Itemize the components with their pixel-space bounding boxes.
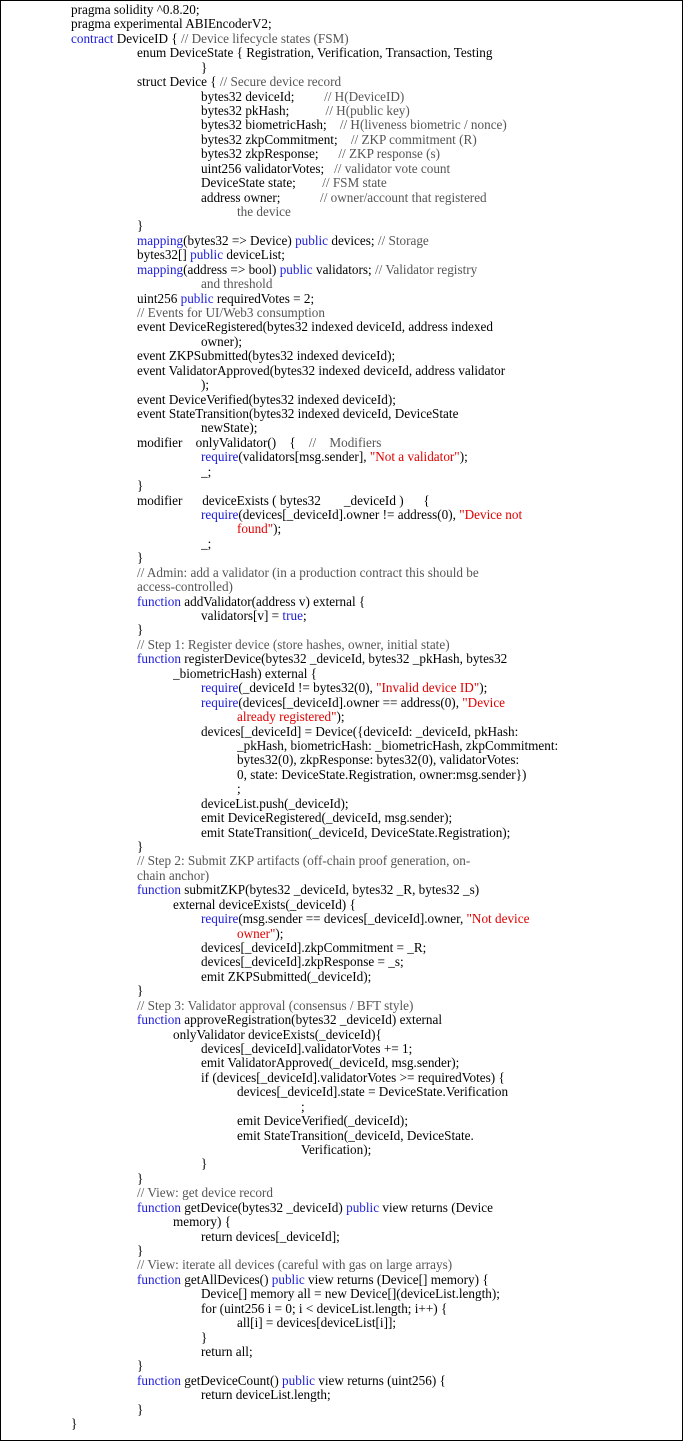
code-text: struct Device { [137,75,220,90]
code-comment: // Storage [377,233,429,248]
code-text: validators; [312,262,375,277]
code-line [137,1359,678,1373]
code-comment: // owner/account that registered [320,190,487,205]
code-line [137,479,678,493]
code-line [137,292,678,306]
code-keyword: function [137,1013,181,1028]
code-line [201,912,678,926]
code-keyword: function [137,594,181,609]
code-text: emit StateTransition(_deviceId, DeviceState. [237,1128,474,1143]
code-text: getDevice(bytes32 _deviceId) [180,1200,347,1215]
code-text: pragma solidity ^0.8.20; [71,3,200,17]
code-string: "Not a validator" [369,450,460,465]
code-comment: // Step 2: Submit ZKP artifacts (off-chain proof generation, on- [137,854,471,869]
code-line [201,941,678,955]
code-line [137,623,678,637]
code-line [201,1331,678,1345]
code-text: } [137,984,144,999]
code-text: (bytes32 => Device) [183,233,296,248]
code-keyword: require [201,912,239,927]
code-text: (address => bool) [183,262,280,277]
code-line [201,1388,678,1402]
code-text: _biometricHash) external { [173,666,318,681]
code-keyword: require [201,681,239,696]
code-line [137,883,678,897]
code-text: devices[_deviceId].state = DeviceState.Verification [237,1085,509,1100]
code-line [137,320,678,334]
code-comment: access-controlled) [137,580,233,595]
code-line [201,508,678,522]
code-text: ); [479,681,488,696]
code-line [201,696,678,710]
code-text: (msg.sender == devices[_deviceId].owner, [238,912,467,927]
code-line [137,551,678,565]
code-keyword: function [137,1272,181,1287]
code-text: view returns (Device[] memory) { [304,1272,489,1287]
code-comment: chain anchor) [137,868,210,883]
code-line [237,768,678,782]
code-line [201,955,678,969]
code-line [201,970,678,984]
code-text: bytes32 zkpResponse; [201,147,339,162]
code-text: event ValidatorApproved(bytes32 indexed deviceId, address validator [137,363,506,378]
code-text: submitZKP(bytes32 _deviceId, bytes32 _R, bytes32 _s) [180,883,480,898]
code-line [137,1186,678,1200]
code-text: DeviceState state; [201,176,323,191]
code-keyword: true [282,609,303,624]
code-text: view returns (uint256) { [315,1373,446,1388]
code-line [201,1071,678,1085]
code-text: deviceList; [223,248,285,263]
code-text: uint256 [137,291,181,306]
code-line [201,725,678,739]
code-text: ; [301,1099,305,1114]
code-line [173,667,678,681]
code-text: return deviceList.length; [201,1388,331,1403]
code-line [201,147,678,161]
code-line [173,1215,678,1229]
code-line [301,1100,678,1114]
code-line [137,638,678,652]
code-line [237,782,678,796]
code-keyword: public [180,291,214,306]
code-text: bytes32 deviceId; [201,89,325,104]
code-keyword: function [137,883,181,898]
code-line [137,349,678,363]
code-line [201,118,678,132]
code-line [237,1085,678,1099]
code-comment: and threshold [201,277,273,292]
code-line [173,1028,678,1042]
code-keyword: mapping [137,233,184,248]
code-text: (devices[_deviceId].owner != address(0), [238,508,460,523]
code-text: } [201,1157,208,1172]
code-line [137,364,678,378]
code-text: address owner; [201,190,321,205]
code-line [201,465,678,479]
code-line [201,162,678,176]
code-text: (devices[_deviceId].owner == address(0), [238,695,463,710]
code-line [137,46,678,60]
code-text: emit StateTransition(_deviceId, DeviceState.Registration); [201,825,511,840]
code-comment: // FSM state [322,176,387,191]
code-text: } [137,1359,144,1374]
code-comment: the device [237,205,291,220]
code-text: 0, state: DeviceState.Registration, owner:msg.sender}) [237,767,527,782]
code-string: already registered" [237,710,337,725]
code-text: } [137,1171,144,1186]
code-text: return devices[_deviceId]; [201,1229,340,1244]
code-text: } [137,1402,144,1417]
code-line [237,522,678,536]
code-text: ); [336,710,345,725]
code-text: event DeviceVerified(bytes32 indexed deviceId); [137,392,396,407]
code-text: event StateTransition(bytes32 indexed deviceId, DeviceState [137,407,459,422]
code-text: modifier deviceExists ( bytes32 _deviceId ) { [137,493,430,508]
code-comment: // Admin: add a validator (in a production contract this should be [137,565,479,580]
code-line [201,176,678,190]
code-text: deviceList.push(_deviceId); [201,796,349,811]
code-line [201,1056,678,1070]
code-line [201,1345,678,1359]
code-line [137,1273,678,1287]
code-text: DeviceID { [113,31,181,46]
code-comment: // Secure device record [219,75,342,90]
code-text: addValidator(address v) external { [180,594,366,609]
code-text: devices[_deviceId].zkpResponse = _s; [201,955,404,970]
code-text: emit DeviceVerified(_deviceId); [237,1114,408,1129]
code-text: emit DeviceRegistered(_deviceId, msg.sender); [201,811,453,826]
code-text: return all; [201,1344,253,1359]
code-text: modifier onlyValidator() { [137,435,309,450]
code-text: getAllDevices() [180,1272,272,1287]
code-line [137,854,678,868]
code-keyword: public [271,1272,305,1287]
code-text: ); [459,450,468,465]
code-line [237,753,678,767]
code-line [201,826,678,840]
code-line [137,263,678,277]
code-line [173,898,678,912]
code-text: ; [302,609,307,624]
code-comment: // validator vote count [334,161,451,176]
code-text: bytes32 biometricHash; [201,118,340,133]
code-line [201,450,678,464]
code-line [71,3,678,17]
code-comment: // H(public key) [325,104,410,118]
code-line [201,277,678,291]
code-line [301,1143,678,1157]
code-line [137,1374,678,1388]
code-text: } [201,1330,208,1345]
code-line [137,652,678,666]
code-line [137,984,678,998]
code-comment: // Step 3: Validator approval (consensus / BFT style) [137,998,414,1013]
code-text: devices[_deviceId].zkpCommitment = _R; [201,940,427,955]
code-text: all[i] = devices[deviceList[i]]; [237,1316,397,1331]
code-line [201,104,678,118]
code-text: } [71,1417,78,1432]
code-line [71,1417,678,1431]
code-line [137,1258,678,1272]
code-comment: // View: iterate all devices (careful with gas on large arrays) [137,1258,453,1273]
code-line [137,566,678,580]
code-text: } [137,479,144,494]
code-text: owner); [201,334,243,349]
code-string: found" [237,522,274,537]
code-text: requiredVotes = 2; [213,291,315,306]
code-line [137,393,678,407]
code-keyword: public [346,1200,380,1215]
code-text: devices[_deviceId] = Device({deviceId: _deviceId, pkHash: [201,724,519,739]
code-text: _; [201,464,212,479]
code-line [237,1316,678,1330]
code-text: memory) { [173,1215,231,1230]
code-text: } [201,60,208,75]
code-line [137,436,678,450]
code-keyword: public [282,1373,315,1388]
code-keyword: require [201,695,239,710]
code-comment: // Events for UI/Web3 consumption [137,306,325,321]
code-string: "Invalid device ID" [376,681,480,696]
code-text: newState); [201,421,258,436]
code-text: enum DeviceState { Registration, Verification, Transaction, Testing [137,46,493,61]
code-text: getDeviceCount() [180,1373,283,1388]
code-line [137,1403,678,1417]
code-line [137,234,678,248]
code-text: approveRegistration(bytes32 _deviceId) external [180,1013,443,1028]
code-text: } [137,623,144,638]
code-line [237,1114,678,1128]
code-line [201,133,678,147]
code-text: bytes32 pkHash; [201,104,326,118]
code-text: event ZKPSubmitted(bytes32 indexed deviceId); [137,349,396,364]
code-line [137,1244,678,1258]
code-line [201,811,678,825]
code-line [201,191,678,205]
code-text: _pkHash, biometricHash: _biometricHash, zkpCommitment: [237,738,559,753]
code-text: event DeviceRegistered(bytes32 indexed deviceId, address indexed [137,320,493,335]
code-text: (validators[msg.sender], [238,450,370,465]
code-line [201,797,678,811]
code-line [201,61,678,75]
code-text: (_deviceId != bytes32(0), [238,681,377,696]
code-comment: // Validator registry [374,262,478,277]
code-line [201,1302,678,1316]
code-comment: // View: get device record [137,1186,273,1201]
code-text: view returns (Device [379,1200,493,1215]
code-keyword: require [201,450,239,465]
code-text: devices; [328,233,378,248]
code-text: } [137,551,144,566]
code-comment: // H(DeviceID) [324,89,405,104]
code-line [71,17,678,31]
code-text: ; [237,782,241,797]
code-text: _; [201,536,212,551]
code-string: "Not device [466,912,530,927]
code-line [137,1172,678,1186]
code-line [201,335,678,349]
code-line [137,248,678,262]
code-text: for (uint256 i = 0; i < deviceList.length; i++) { [201,1301,448,1316]
code-comment: // Step 1: Register device (store hashes, owner, initial state) [137,637,450,652]
code-keyword: contract [71,31,114,46]
code-keyword: function [137,1373,181,1388]
code-text: } [137,1243,144,1258]
code-line [201,421,678,435]
code-text: emit ZKPSubmitted(_deviceId); [201,969,372,984]
code-line [137,1201,678,1215]
code-line [201,378,678,392]
code-line [237,927,678,941]
code-line [237,710,678,724]
code-text: Device[] memory all = new Device[](deviceList.length); [201,1287,500,1302]
code-keyword: public [295,233,329,248]
code-line [237,739,678,753]
code-comment: // ZKP commitment (R) [350,132,477,147]
code-keyword: mapping [137,262,184,277]
code-comment: // Modifiers [308,435,382,450]
code-line [137,1013,678,1027]
code-text: uint256 validatorVotes; [201,161,335,176]
code-line [71,32,678,46]
code-text: validators[v] = [201,609,283,624]
code-text: registerDevice(bytes32 _deviceId, bytes32 _pkHash, bytes32 [180,652,508,667]
code-line [137,595,678,609]
code-keyword: require [201,508,239,523]
code-line [137,869,678,883]
code-text: } [137,219,144,234]
code-keyword: function [137,1200,181,1215]
code-comment: // ZKP response (s) [338,147,441,162]
code-text: pragma experimental ABIEncoderV2; [71,17,272,32]
code-line [237,205,678,219]
code-line [201,609,678,623]
code-line [201,1287,678,1301]
code-line [137,219,678,233]
code-text: if (devices[_deviceId].validatorVotes >= requiredVotes) { [201,1070,505,1085]
code-keyword: function [137,652,181,667]
code-keyword: public [279,262,313,277]
code-line [201,90,678,104]
code-text: bytes32[] [137,248,191,263]
code-line [137,840,678,854]
code-comment: // Device lifecycle states (FSM) [180,31,349,46]
code-line [137,75,678,89]
code-line [137,407,678,421]
code-line [201,537,678,551]
code-line [201,1230,678,1244]
code-text: Verification); [301,1142,372,1157]
code-line [201,681,678,695]
code-line [137,580,678,594]
code-line [137,494,678,508]
code-string: "Device [462,695,506,710]
code-text: bytes32 zkpCommitment; [201,132,351,147]
code-string: owner" [237,926,276,941]
code-text: external deviceExists(_deviceId) { [173,897,356,912]
code-text: devices[_deviceId].validatorVotes += 1; [201,1041,413,1056]
code-text: bytes32(0), zkpResponse: bytes32(0), validatorVotes: [237,753,520,768]
code-line [201,1042,678,1056]
code-line [201,1157,678,1171]
code-text: ); [273,522,282,537]
code-text: emit ValidatorApproved(_deviceId, msg.sender); [201,1056,460,1071]
code-text: onlyValidator deviceExists(_deviceId){ [173,1027,382,1042]
code-text: } [137,839,144,854]
code-text: ); [275,926,284,941]
code-text: ); [201,378,210,393]
code-keyword: public [190,248,224,263]
code-line [237,1129,678,1143]
code-line [137,999,678,1013]
code-comment: // H(liveness biometric / nonce) [339,118,507,133]
code-string: "Device not [459,508,523,523]
code-line [137,306,678,320]
